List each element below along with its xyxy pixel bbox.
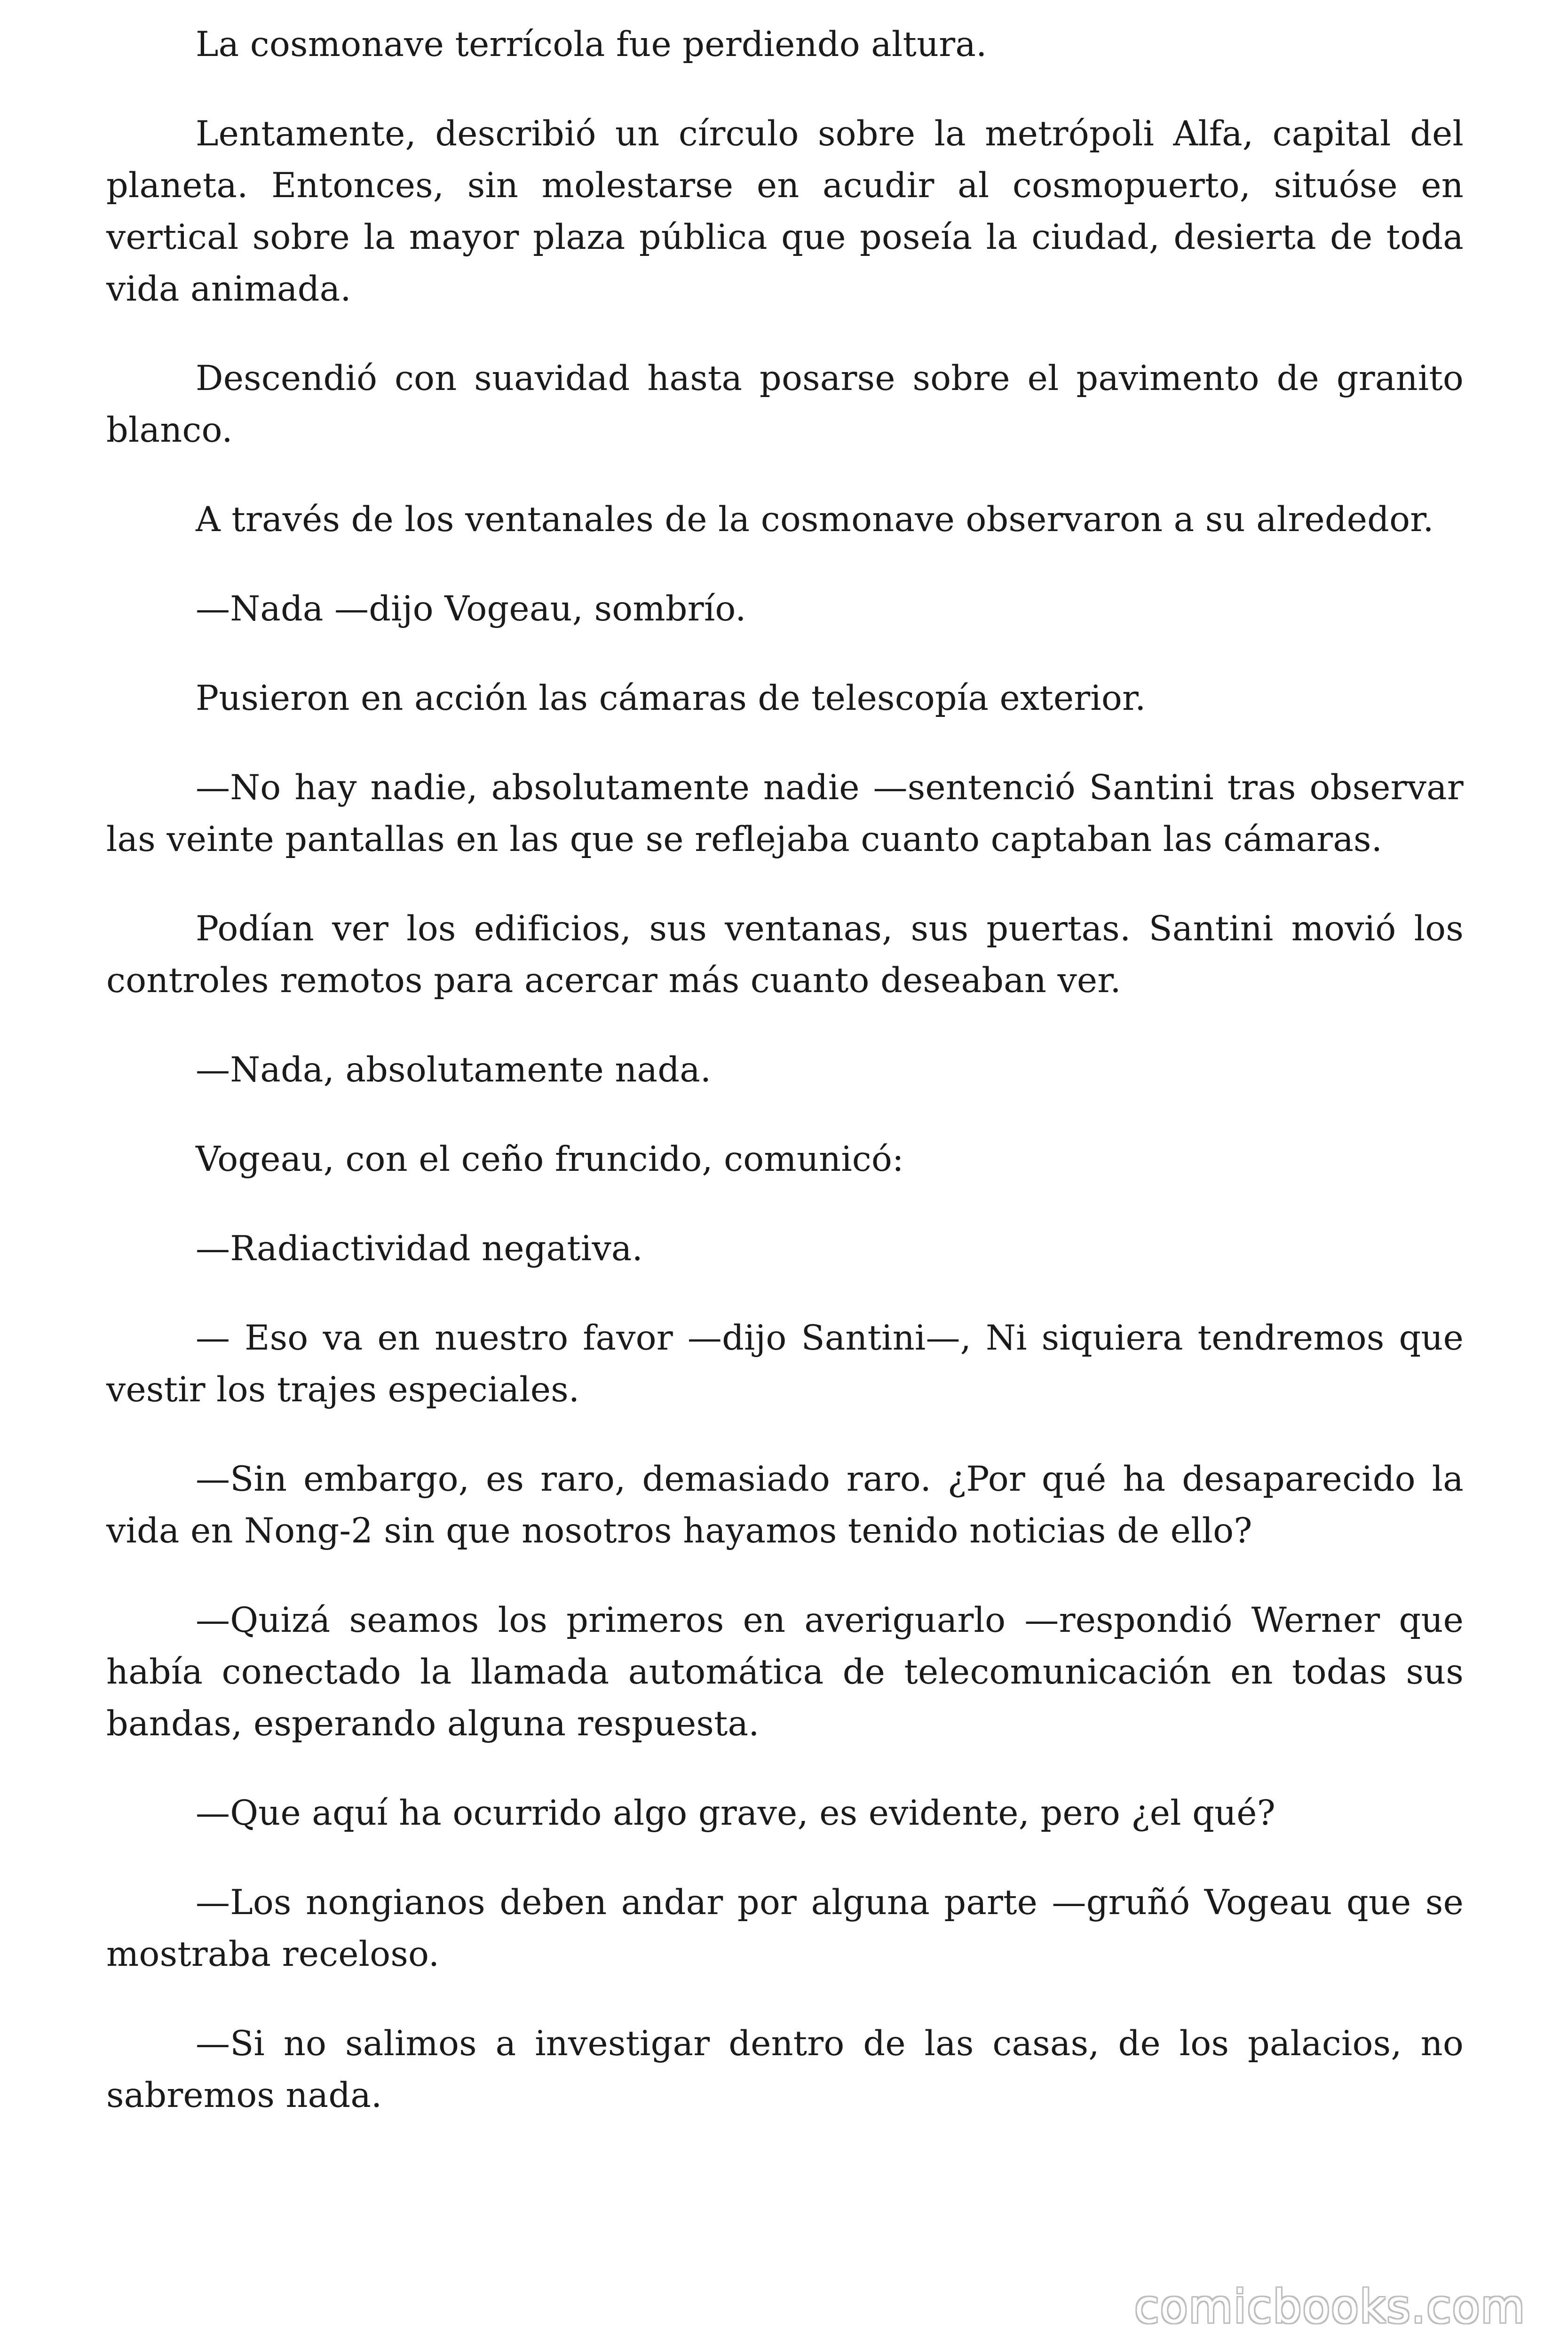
paragraph-4: A través de los ventanales de la cosmonave observaron a su alrededor. (196, 500, 1434, 540)
paragraph-16: —Los nongianos deben andar por alguna parte —gruñó Vogeau que se mostraba receloso. (106, 1883, 1464, 1974)
paragraph-6: Pusieron en acción las cámaras de telescopía exterior. (196, 678, 1146, 718)
paragraph-8: Podían ver los edificios, sus ventanas, sus puertas. Santini movió los controles remotos para acercar más cuanto deseaban ver. (106, 909, 1464, 1001)
paragraph-11: —Radiactividad negativa. (196, 1229, 643, 1269)
paragraph-14: —Quizá seamos los primeros en averiguarlo —respondió Werner que había conectado la llamada automática de telecomunicación en todas sus bandas, esperando alguna respuesta. (106, 1600, 1464, 1744)
paragraph-1: La cosmonave terrícola fue perdiendo altura. (196, 24, 987, 64)
paragraph-5: —Nada —dijo Vogeau, sombrío. (196, 589, 746, 629)
paragraph-7: —No hay nadie, absolutamente nadie —sentenció Santini tras observar las veinte pantallas en las que se reflejaba cuanto captaban las cámaras. (106, 768, 1464, 859)
watermark: comicbooks.com (1134, 2280, 1526, 2333)
page-text (106, 19, 1464, 2159)
paragraph-2: Lentamente, describió un círculo sobre la metrópoli Alfa, capital del planeta. Entonces, sin molestarse en acudir al cosmopuerto, situóse en vertical sobre la mayor plaza pública que poseía la ciudad, desierta de toda vida animada. (106, 114, 1464, 309)
paragraph-15: —Que aquí ha ocurrido algo grave, es evidente, pero ¿el qué? (196, 1793, 1275, 1833)
paragraph-13: —Sin embargo, es raro, demasiado raro. ¿Por qué ha desaparecido la vida en Nong-2 sin que nosotros hayamos tenido noticias de ello? (106, 1459, 1464, 1551)
paragraph-9: —Nada, absolutamente nada. (196, 1050, 712, 1090)
paragraph-12: — Eso va en nuestro favor —dijo Santini—, Ni siquiera tendremos que vestir los trajes especiales. (106, 1318, 1464, 1410)
paragraph-3: Descendió con suavidad hasta posarse sobre el pavimento de granito blanco. (106, 358, 1464, 450)
paragraph-17: —Si no salimos a investigar dentro de las casas, de los palacios, no sabremos nada. (106, 2024, 1464, 2115)
paragraph-10: Vogeau, con el ceño fruncido, comunicó: (196, 1139, 904, 1179)
